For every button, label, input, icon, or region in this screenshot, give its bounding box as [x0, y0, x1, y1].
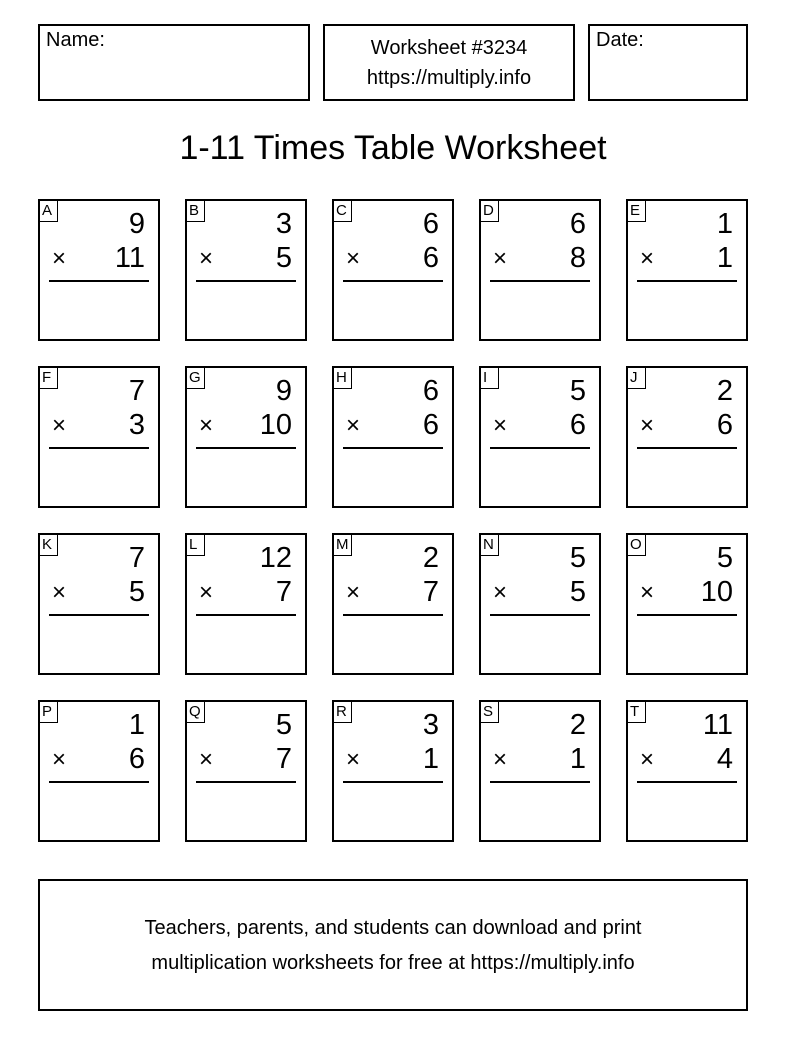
multiplicand: 9	[128, 208, 145, 240]
problem-card	[332, 700, 454, 842]
answer-line	[490, 781, 590, 783]
problem-letter: G	[186, 367, 205, 389]
problem-card	[185, 533, 307, 675]
date-field-box	[588, 24, 748, 101]
multiplier: 8	[569, 242, 586, 274]
multiplicand: 6	[569, 208, 586, 240]
multiplicand: 12	[259, 542, 292, 574]
multiplicand: 11	[702, 709, 733, 741]
answer-line	[490, 614, 590, 616]
answer-line	[343, 447, 443, 449]
multiplicand: 7	[128, 542, 145, 574]
multiplier: 6	[422, 242, 439, 274]
problem-card	[479, 199, 601, 341]
problem-letter: P	[39, 701, 58, 723]
problem-card	[38, 700, 160, 842]
multiplier: 1	[422, 743, 439, 775]
problem-letter: M	[333, 534, 352, 556]
answer-line	[49, 614, 149, 616]
times-sign: ×	[199, 579, 214, 606]
problem-card	[479, 533, 601, 675]
footer-box	[38, 879, 748, 1011]
times-sign: ×	[199, 412, 214, 439]
answer-line	[490, 280, 590, 282]
multiplier: 4	[716, 743, 733, 775]
multiplier: 10	[700, 576, 733, 608]
problem-letter: J	[627, 367, 646, 389]
multiplicand: 6	[422, 208, 439, 240]
answer-line	[49, 781, 149, 783]
times-sign: ×	[52, 412, 67, 439]
multiplier: 5	[128, 576, 145, 608]
problem-letter: L	[186, 534, 205, 556]
multiplicand: 2	[569, 709, 586, 741]
answer-line	[49, 447, 149, 449]
problem-card	[626, 199, 748, 341]
problem-letter: T	[627, 701, 646, 723]
problem-card	[38, 199, 160, 341]
times-sign: ×	[346, 412, 361, 439]
answer-line	[196, 781, 296, 783]
problem-letter: O	[627, 534, 646, 556]
problem-card	[332, 199, 454, 341]
worksheet-number: Worksheet #3234	[370, 37, 528, 59]
problem-letter: R	[333, 701, 352, 723]
problem-card	[626, 700, 748, 842]
multiplicand: 2	[422, 542, 439, 574]
times-sign: ×	[52, 245, 67, 272]
times-sign: ×	[346, 746, 361, 773]
date-label: Date:	[596, 29, 644, 51]
times-sign: ×	[199, 746, 214, 773]
problem-letter: H	[333, 367, 352, 389]
times-sign: ×	[640, 579, 655, 606]
answer-line	[343, 280, 443, 282]
problem-letter: K	[39, 534, 58, 556]
answer-line	[343, 614, 443, 616]
times-sign: ×	[493, 579, 508, 606]
answer-line	[196, 614, 296, 616]
worksheet-info-box	[323, 24, 575, 101]
answer-line	[490, 447, 590, 449]
multiplier: 10	[259, 409, 292, 441]
multiplicand: 9	[275, 375, 292, 407]
multiplier: 6	[569, 409, 586, 441]
times-sign: ×	[52, 746, 67, 773]
problem-card	[185, 700, 307, 842]
problem-card	[479, 366, 601, 508]
footer-line-1: Teachers, parents, and students can download and print	[144, 917, 642, 939]
times-sign: ×	[640, 746, 655, 773]
times-sign: ×	[640, 412, 655, 439]
times-sign: ×	[346, 245, 361, 272]
answer-line	[196, 447, 296, 449]
page-title: 1-11 Times Table Worksheet	[179, 129, 607, 167]
footer-line-2: multiplication worksheets for free at https://multiply.info	[151, 952, 635, 974]
multiplier: 5	[275, 242, 292, 274]
times-sign: ×	[493, 746, 508, 773]
multiplier: 7	[422, 576, 439, 608]
answer-line	[637, 447, 737, 449]
multiplicand: 1	[716, 208, 733, 240]
multiplier: 1	[716, 242, 733, 274]
worksheet-url: https://multiply.info	[366, 67, 532, 89]
answer-line	[343, 781, 443, 783]
problem-card	[332, 533, 454, 675]
problem-letter: N	[480, 534, 499, 556]
multiplicand: 5	[275, 709, 292, 741]
times-sign: ×	[199, 245, 214, 272]
problem-letter: E	[627, 200, 646, 222]
answer-line	[49, 280, 149, 282]
answer-line	[637, 781, 737, 783]
problem-card	[626, 533, 748, 675]
problem-card	[185, 199, 307, 341]
multiplier: 3	[128, 409, 145, 441]
answer-line	[637, 614, 737, 616]
problem-letter: C	[333, 200, 352, 222]
problem-letter: S	[480, 701, 499, 723]
name-field-box	[38, 24, 310, 101]
multiplier: 6	[128, 743, 145, 775]
problem-card	[185, 366, 307, 508]
times-sign: ×	[640, 245, 655, 272]
answer-line	[637, 280, 737, 282]
multiplicand: 5	[716, 542, 733, 574]
multiplier: 6	[422, 409, 439, 441]
multiplicand: 5	[569, 542, 586, 574]
multiplier: 7	[275, 743, 292, 775]
answer-line	[196, 280, 296, 282]
problem-letter: B	[186, 200, 205, 222]
multiplicand: 3	[422, 709, 439, 741]
times-sign: ×	[493, 412, 508, 439]
problem-card	[626, 366, 748, 508]
problem-card	[38, 366, 160, 508]
name-label: Name:	[46, 29, 105, 51]
problem-card	[479, 700, 601, 842]
problem-letter: D	[480, 200, 499, 222]
multiplier: 5	[569, 576, 586, 608]
multiplier: 11	[114, 242, 145, 274]
times-sign: ×	[346, 579, 361, 606]
problem-letter: Q	[186, 701, 205, 723]
multiplicand: 7	[128, 375, 145, 407]
problem-letter: I	[480, 367, 499, 389]
multiplicand: 5	[569, 375, 586, 407]
times-sign: ×	[493, 245, 508, 272]
problem-card	[38, 533, 160, 675]
multiplicand: 1	[128, 709, 145, 741]
multiplier: 1	[569, 743, 586, 775]
multiplicand: 2	[716, 375, 733, 407]
problem-card	[332, 366, 454, 508]
problem-letter: A	[39, 200, 58, 222]
times-sign: ×	[52, 579, 67, 606]
multiplicand: 6	[422, 375, 439, 407]
multiplier: 7	[275, 576, 292, 608]
problem-letter: F	[39, 367, 58, 389]
multiplier: 6	[716, 409, 733, 441]
multiplicand: 3	[275, 208, 292, 240]
